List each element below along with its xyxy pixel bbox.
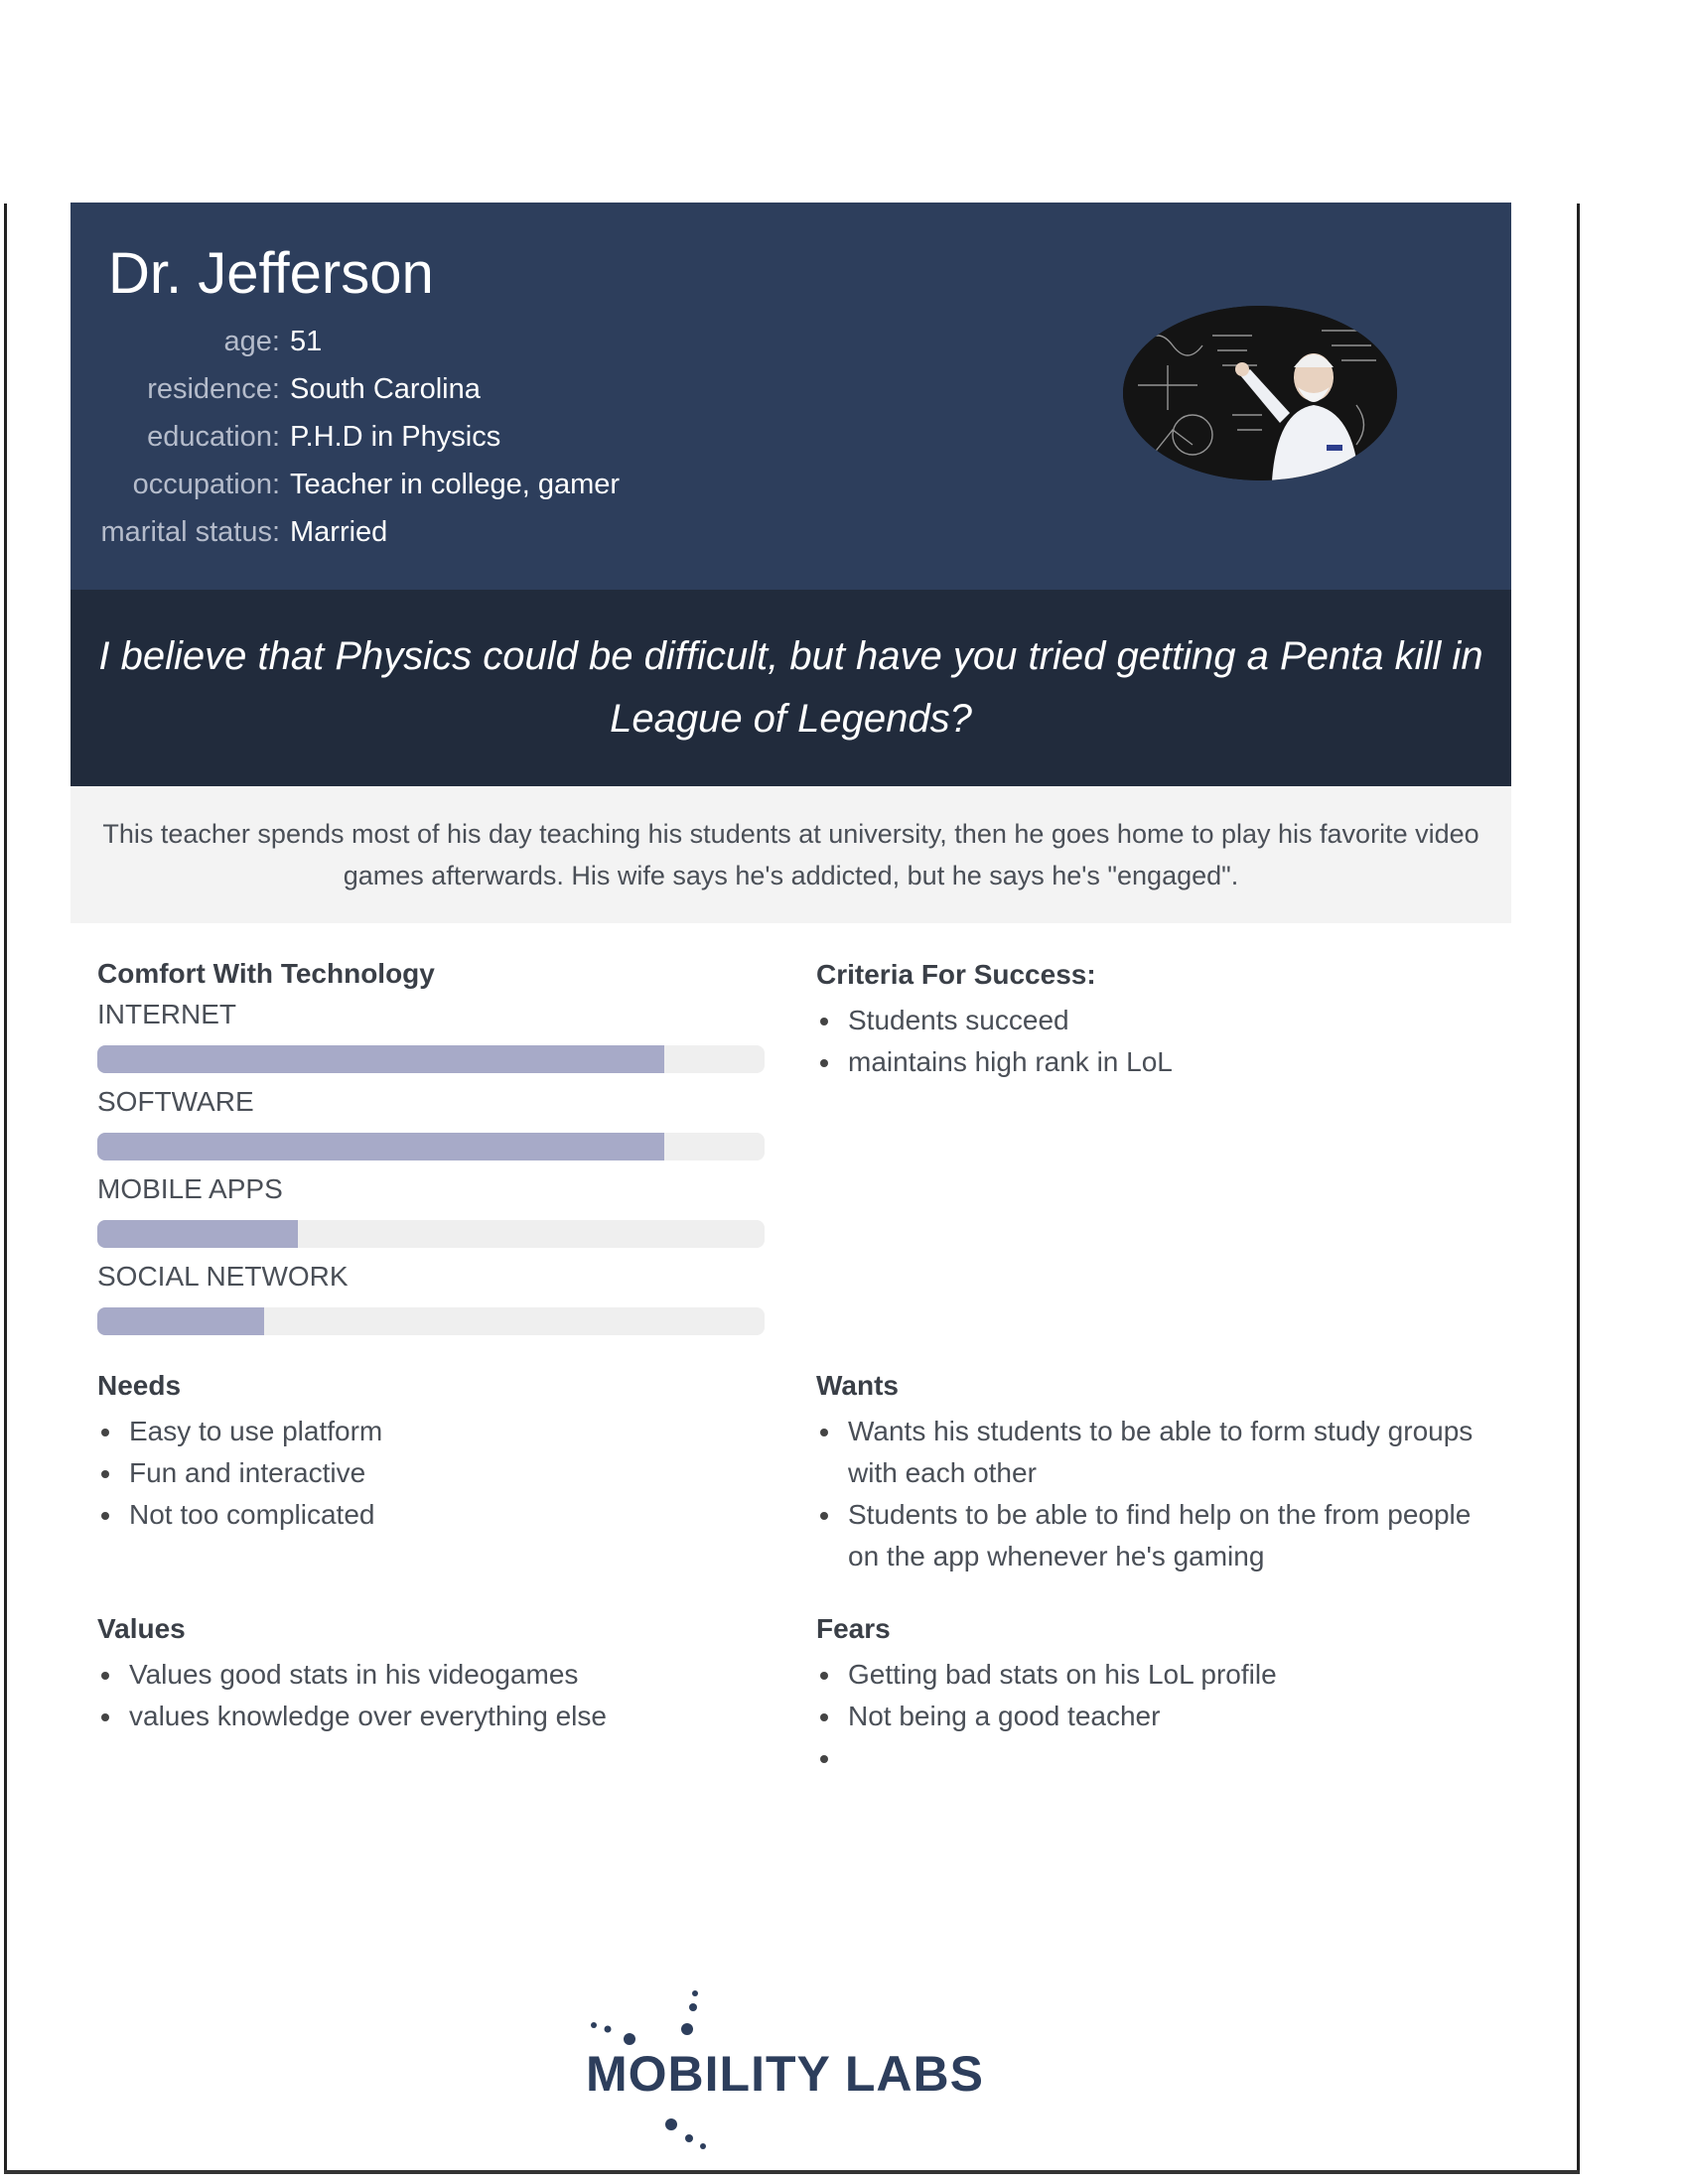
list-item: values knowledge over everything else [129, 1696, 782, 1737]
attribute-value: Married [290, 515, 388, 548]
needs-section [97, 1367, 782, 1536]
skill-social-network [97, 1260, 765, 1335]
attribute-value: 51 [290, 325, 323, 357]
skill-bar-track [97, 1220, 765, 1248]
attribute-label: residence: [147, 372, 280, 405]
skill-bar-track [97, 1133, 765, 1160]
skill-bar-fill [97, 1045, 664, 1073]
attribute-label: age: [223, 325, 280, 357]
values-list [97, 1654, 782, 1737]
list-item: Not being a good teacher [848, 1696, 1501, 1737]
skill-bar-fill [97, 1133, 664, 1160]
attribute-row-residence [70, 365, 620, 413]
mobility-labs-logo [586, 1985, 1003, 2154]
comfort-title: Comfort With Technology [97, 958, 435, 989]
attribute-label: occupation: [132, 468, 280, 500]
skill-software [97, 1085, 765, 1160]
skill-label: MOBILE APPS [97, 1173, 283, 1204]
wants-section [816, 1367, 1491, 1577]
values-title: Values [97, 1613, 186, 1644]
list-item: Wants his students to be able to form study groups with each other [848, 1411, 1491, 1494]
skill-bar-track [97, 1307, 765, 1335]
fears-list [816, 1654, 1501, 1779]
criteria-for-success [816, 956, 1501, 1083]
list-item: Getting bad stats on his LoL profile [848, 1654, 1501, 1696]
list-item: Students to be able to find help on the from people on the app whenever he's gaming [848, 1494, 1491, 1577]
skill-bar-fill [97, 1307, 264, 1335]
attribute-value: South Carolina [290, 372, 481, 405]
comfort-with-technology [97, 958, 765, 1335]
quote-band [70, 590, 1511, 786]
criteria-title: Criteria For Success: [816, 959, 1096, 990]
skill-mobile-apps [97, 1172, 765, 1248]
skill-bar-track [97, 1045, 765, 1073]
attribute-label: marital status: [100, 515, 280, 548]
skill-label: SOCIAL NETWORK [97, 1261, 349, 1292]
list-item: Students succeed [848, 1000, 1501, 1041]
attribute-value: Teacher in college, gamer [290, 468, 621, 500]
summary-band [70, 786, 1511, 923]
list-item: Fun and interactive [129, 1452, 782, 1494]
wants-list [816, 1411, 1491, 1577]
persona-summary: This teacher spends most of his day teaching his students at university, then he goes home to play his favorite video games afterwards. His wife says he's addicted, but he says he's "engaged". [102, 819, 1479, 890]
skill-label: INTERNET [97, 999, 236, 1029]
persona-photo [1123, 306, 1397, 480]
values-section [97, 1610, 782, 1737]
fears-title: Fears [816, 1613, 891, 1644]
persona-attributes [70, 318, 620, 556]
fears-section [816, 1610, 1501, 1779]
needs-list [97, 1411, 782, 1536]
page-border-left [4, 204, 7, 2174]
wants-title: Wants [816, 1370, 899, 1401]
logo-text: MOBILITY LABS [586, 2046, 984, 2102]
attribute-row-education [70, 413, 620, 461]
criteria-list [816, 1000, 1501, 1083]
persona-quote: I believe that Physics could be difficult, but have you tried getting a Penta kill in League of Legends? [98, 634, 1483, 741]
attribute-value: P.H.D in Physics [290, 420, 501, 453]
list-item: Values good stats in his videogames [129, 1654, 782, 1696]
persona-header [70, 203, 1511, 590]
attribute-row-age [70, 318, 620, 365]
list-item [848, 1737, 1501, 1779]
attribute-label: education: [147, 420, 280, 453]
list-item: maintains high rank in LoL [848, 1041, 1501, 1083]
chalkboard-teacher-illustration [1123, 306, 1397, 480]
attribute-row-occupation [70, 461, 620, 508]
skill-label: SOFTWARE [97, 1086, 254, 1117]
list-item: Not too complicated [129, 1494, 782, 1536]
needs-title: Needs [97, 1370, 182, 1401]
persona-name: Dr. Jefferson [108, 241, 434, 306]
list-item: Easy to use platform [129, 1411, 782, 1452]
page-border-bottom [4, 2170, 1580, 2174]
skill-internet [97, 998, 765, 1073]
skill-bar-fill [97, 1220, 298, 1248]
page-border-right [1577, 204, 1580, 2174]
attribute-row-marital-status [70, 508, 620, 556]
